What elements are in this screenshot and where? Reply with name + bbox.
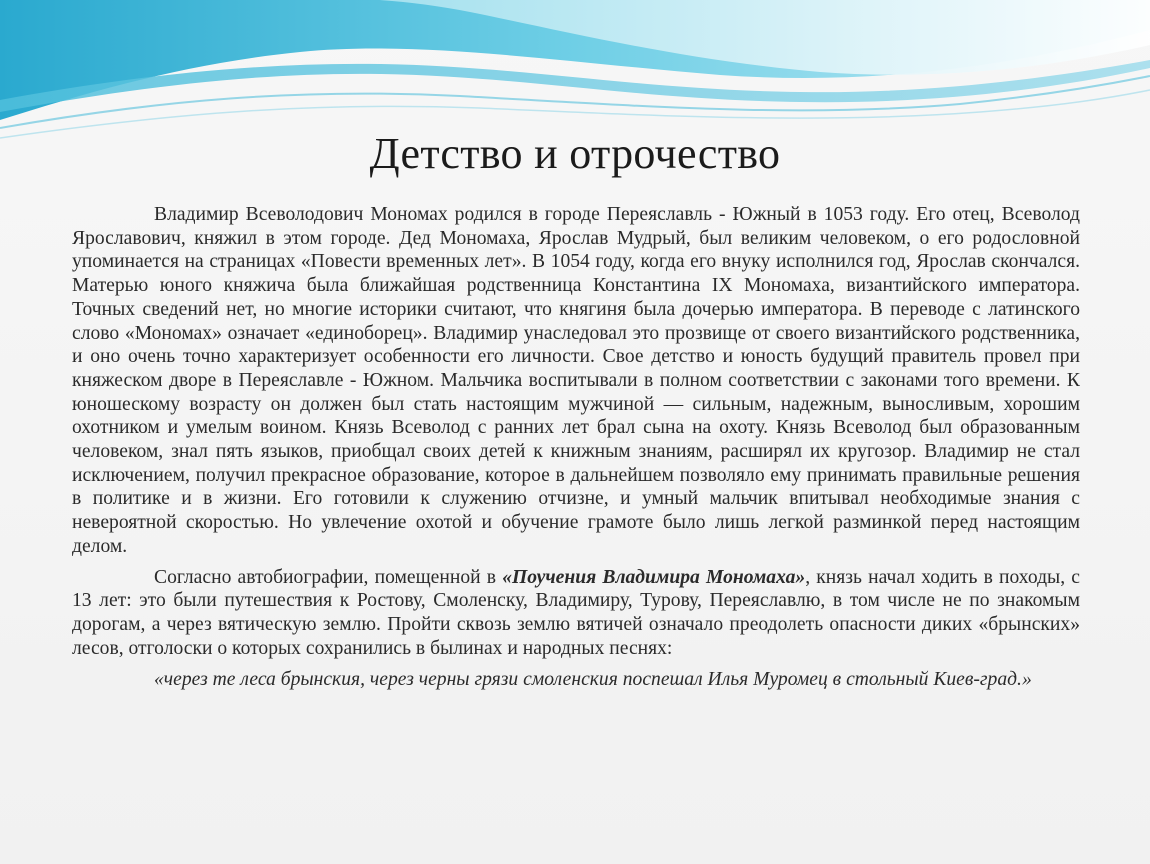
paragraph-2-emphasis: «Поучения Владимира Мономаха» — [502, 566, 806, 588]
slide-title: Детство и отрочество — [369, 129, 781, 178]
paragraph-1: Владимир Всеволодович Мономах родился в городе Переяславль - Южный в 1053 году. Его отец, Всеволод Ярославович, княжил в этом городе. Дед Мономаха, Ярослав Мудрый, был великим человеком, о его родословной упоминается на страницах «Повести временных лет». В 1054 году, когда его внуку исполнился год, Ярослав скончался. Матерью юного княжича была ближайшая родственница Константина IX Мономаха, византийского императора. Точных сведений нет, но многие историки считают, что княгиня была дочерью императора. В переводе с латинского слово «Мономах» означает «единоборец». Владимир унаследовал это прозвище от своего византийского родственника, и оно очень точно характеризует особенности его личности. Свое детство и юность будущий правитель провел при княжеском дворе в Переяславле - Южном. Мальчика воспитывали в полном соответствии с законами того времени. К юношескому возрасту он должен был стать настоящим мужчиной — сильным, надежным, выносливым, хорошим охотником и умелым воином. Князь Всеволод с ранних лет брал сына на охоту. Князь Всеволод был образованным человеком, знал пять языков, приобщал своих детей к книжным знаниям, расширял их кругозор. Владимир не стал исключением, получил прекрасное образование, которое в дальнейшем позволяло ему принимать правильные решения в политике и в жизни. Его готовили к служению отчизне, и умный мальчик впитывал необходимые знания с невероятной скоростью. Но увлечение охотой и обучение грамоте было лишь легкой разминкой перед настоящим делом. — [72, 204, 1080, 557]
paragraph-2-after: , князь начал ходить в походы, с 13 лет: это были путешествия к Ростову, Смоленску, Владимиру, Турову, Переяславлю, в том числе не по знакомым дорогам, а через вятическую землю. Пройти сквозь землю вятичей означало преодолеть опасности диких «брынских» лесов, отголоски о которых сохранились в былинах и народных песнях: — [72, 566, 1080, 659]
paragraph-2 — [72, 566, 1080, 661]
body-text — [72, 203, 1080, 692]
quote: «через те леса брынския, через черны грязи смоленския поспешал Илья Муромец в стольный Киев-град.» — [154, 669, 1032, 691]
paragraph-2-before: Согласно автобиографии, помещенной в — [154, 566, 503, 588]
